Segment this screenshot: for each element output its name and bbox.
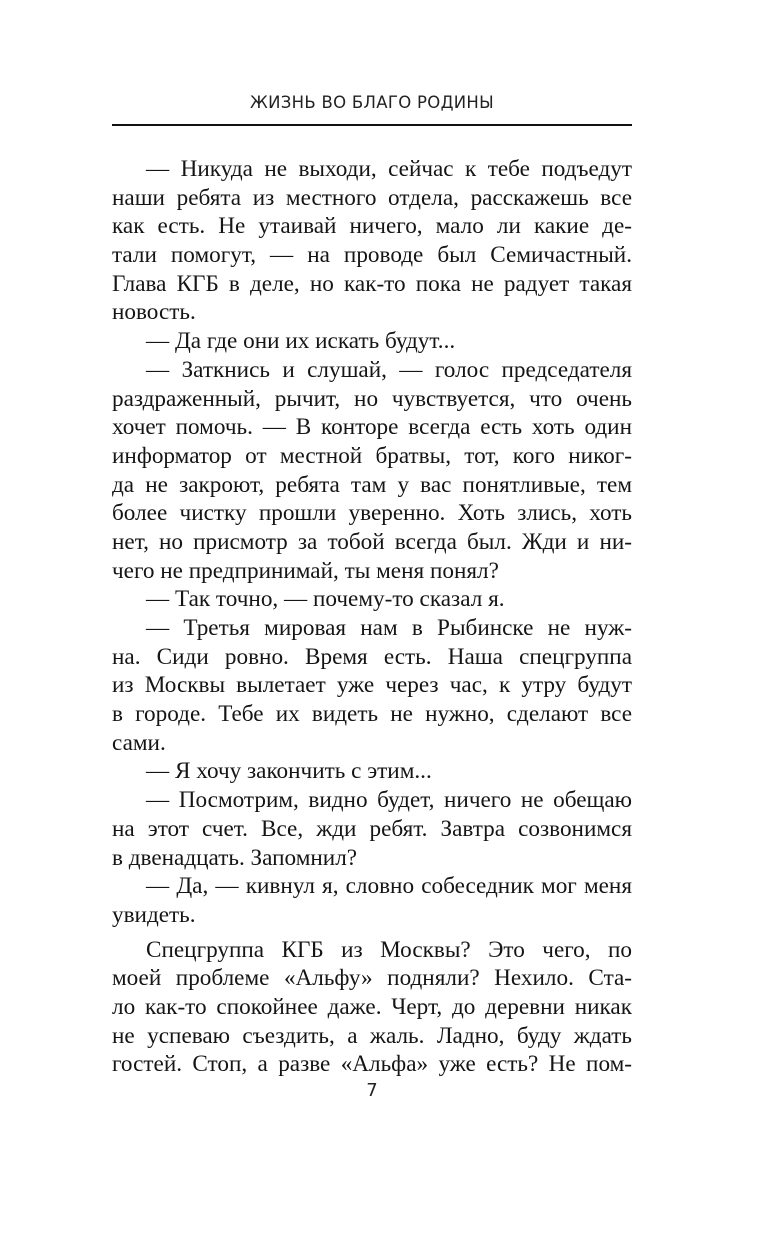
text-line: ло как-то спокойнее даже. Черт, до деревни никак <box>112 993 632 1020</box>
text-line: раздраженный, рычит, но чувствуется, что очень <box>112 385 632 412</box>
running-title: ЖИЗНЬ ВО БЛАГО РОДИНЫ <box>250 93 494 112</box>
text-line: сами. <box>112 729 166 756</box>
body-text <box>112 155 632 1079</box>
text-line: как есть. Не утаивай ничего, мало ли какие де- <box>112 213 632 240</box>
text-line: — Заткнись и слушай, — голос председателя <box>146 356 632 383</box>
text-line: из Москвы вылетает уже через час, к утру будут <box>112 672 632 699</box>
text-line: наши ребята из местного отдела, расскажешь все <box>112 184 632 211</box>
text-line: — Никуда не выходи, сейчас к тебе подъедут <box>146 156 632 182</box>
text-line: хочет помочь. — В конторе всегда есть хоть один <box>112 414 632 441</box>
text-line: Глава КГБ в деле, но как-то пока не радует такая <box>112 270 632 297</box>
text-line: новость. <box>112 299 196 326</box>
text-line: моей проблеме «Альфу» подняли? Нехило. Ста- <box>112 965 632 992</box>
text-line: на этот счет. Все, жди ребят. Завтра созвонимся <box>112 815 632 842</box>
text-line: — Третья мировая нам в Рыбинске не нуж- <box>146 615 632 641</box>
text-line: — Да, — кивнул я, словно собеседник мог меня <box>146 873 632 900</box>
text-line: Спецгруппа КГБ из Москвы? Это чего, по <box>146 936 632 963</box>
text-line: более чистку прошли уверенно. Хоть злись, хоть <box>112 500 632 527</box>
text-line: нет, но присмотр за тобой всегда был. Жди и ни- <box>112 528 632 555</box>
header-rule <box>112 124 632 126</box>
text-line: — Посмотрим, видно будет, ничего не обещаю <box>146 787 632 814</box>
text-line: чего не предпринимай, ты меня понял? <box>112 557 499 584</box>
text-line: увидеть. <box>112 901 196 928</box>
page-number: 7 <box>366 1080 378 1101</box>
text-line: на. Сиди ровно. Время есть. Наша спецгруппа <box>112 643 632 670</box>
text-line: в двенадцать. Запомнил? <box>112 844 358 871</box>
text-line: да не закроют, ребята там у вас понятливые, тем <box>112 471 632 498</box>
text-line: в городе. Тебе их видеть не нужно, сделают все <box>112 701 632 728</box>
text-line: — Так точно, — почему-то сказал я. <box>146 586 505 613</box>
text-line: не успеваю съездить, а жаль. Ладно, буду ждать <box>112 1022 632 1049</box>
text-line: — Да где они их искать будут... <box>146 328 456 355</box>
text-line: тали помогут, — на проводе был Семичастный. <box>112 242 632 269</box>
text-line: — Я хочу закончить с этим... <box>146 758 432 785</box>
text-line: информатор от местной братвы, тот, кого никог- <box>112 442 632 469</box>
text-line: гостей. Стоп, а разве «Альфа» уже есть? Не пом- <box>112 1051 632 1078</box>
